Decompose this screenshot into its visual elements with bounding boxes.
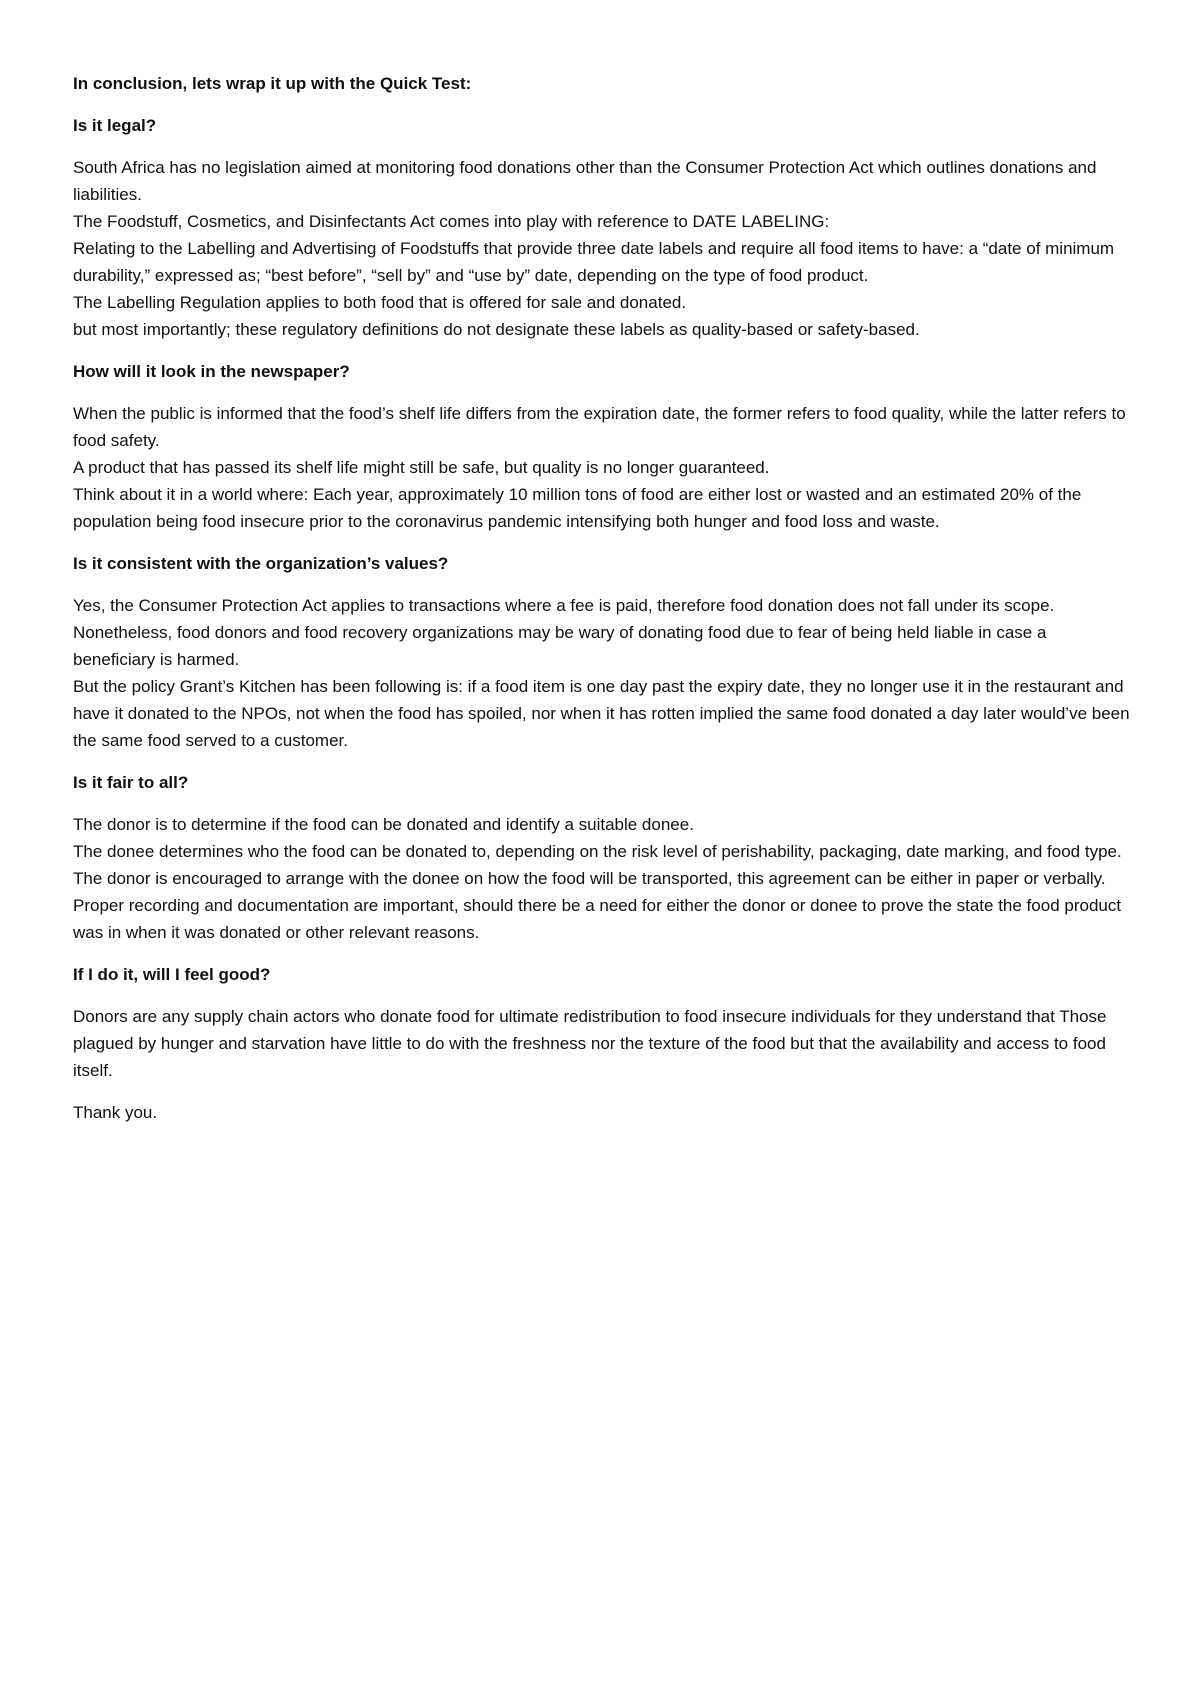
- closing-text: Thank you.: [73, 1103, 158, 1122]
- section-fair-to-all: [73, 769, 1133, 946]
- body-line: Nonetheless, food donors and food recovery organizations may be wary of donating food due to fear of being held liable in case a beneficiary is harmed.: [73, 623, 1047, 669]
- section-feel-good: [73, 961, 1133, 1084]
- body-line: The donee determines who the food can be donated to, depending on the risk level of perishability, packaging, date marking, and food type.: [73, 842, 1122, 861]
- body-line: The Foodstuff, Cosmetics, and Disinfectants Act comes into play with reference to DATE LABELING:: [73, 212, 830, 231]
- body-line: The Labelling Regulation applies to both food that is offered for sale and donated.: [73, 293, 687, 312]
- section-organization-values: [73, 550, 1133, 754]
- section-heading: If I do it, will I feel good?: [73, 965, 271, 984]
- body-line: Donors are any supply chain actors who donate food for ultimate redistribution to food insecure individuals for they understand that Those plagued by hunger and starvation have little to do with the freshness nor the texture of the food but that the availability and access to food itself.: [73, 1007, 1107, 1080]
- section-body: [73, 400, 1133, 535]
- body-line: When the public is informed that the food’s shelf life differs from the expiration date, the former refers to food quality, while the latter refers to food safety.: [73, 404, 1126, 450]
- section-heading: Is it consistent with the organization’s values?: [73, 554, 449, 573]
- section-heading: Is it legal?: [73, 116, 157, 135]
- body-line: Think about it in a world where: Each year, approximately 10 million tons of food are either lost or wasted and an estimated 20% of the population being food insecure prior to the coronavirus pandemic intensifying both hunger and food loss and waste.: [73, 485, 1082, 531]
- intro-heading: In conclusion, lets wrap it up with the Quick Test:: [73, 74, 472, 93]
- body-line: Proper recording and documentation are important, should there be a need for either the donor or donee to prove the state the food product was in when it was donated or other relevant reasons.: [73, 896, 1122, 942]
- body-line: The donor is to determine if the food can be donated and identify a suitable donee.: [73, 815, 694, 834]
- section-newspaper: [73, 358, 1133, 535]
- section-body: [73, 592, 1133, 754]
- body-line: Yes, the Consumer Protection Act applies to transactions where a fee is paid, therefore food donation does not fall under its scope.: [73, 596, 1055, 615]
- section-is-it-legal: [73, 112, 1133, 343]
- body-line: but most importantly; these regulatory definitions do not designate these labels as quality-based or safety-based.: [73, 320, 920, 339]
- section-body: [73, 154, 1133, 343]
- section-body: [73, 811, 1133, 946]
- section-heading: Is it fair to all?: [73, 773, 189, 792]
- body-line: A product that has passed its shelf life might still be safe, but quality is no longer guaranteed.: [73, 458, 770, 477]
- body-line: South Africa has no legislation aimed at monitoring food donations other than the Consumer Protection Act which outlines donations and liabilities.: [73, 158, 1097, 204]
- body-line: The donor is encouraged to arrange with the donee on how the food will be transported, this agreement can be either in paper or verbally.: [73, 869, 1106, 888]
- section-heading: How will it look in the newspaper?: [73, 362, 350, 381]
- section-body: [73, 1003, 1133, 1084]
- body-line: But the policy Grant’s Kitchen has been following is: if a food item is one day past the expiry date, they no longer use it in the restaurant and have it donated to the NPOs, not when the food has spoiled, nor when it has rotten implied the same food donated a day later would’ve been the same food served to a customer.: [73, 677, 1130, 750]
- document-page: [73, 70, 1133, 1141]
- body-line: Relating to the Labelling and Advertising of Foodstuffs that provide three date labels and require all food items to have: a “date of minimum durability,” expressed as; “best before”, “sell by” and “use by” date, depending on the type of food product.: [73, 239, 1115, 285]
